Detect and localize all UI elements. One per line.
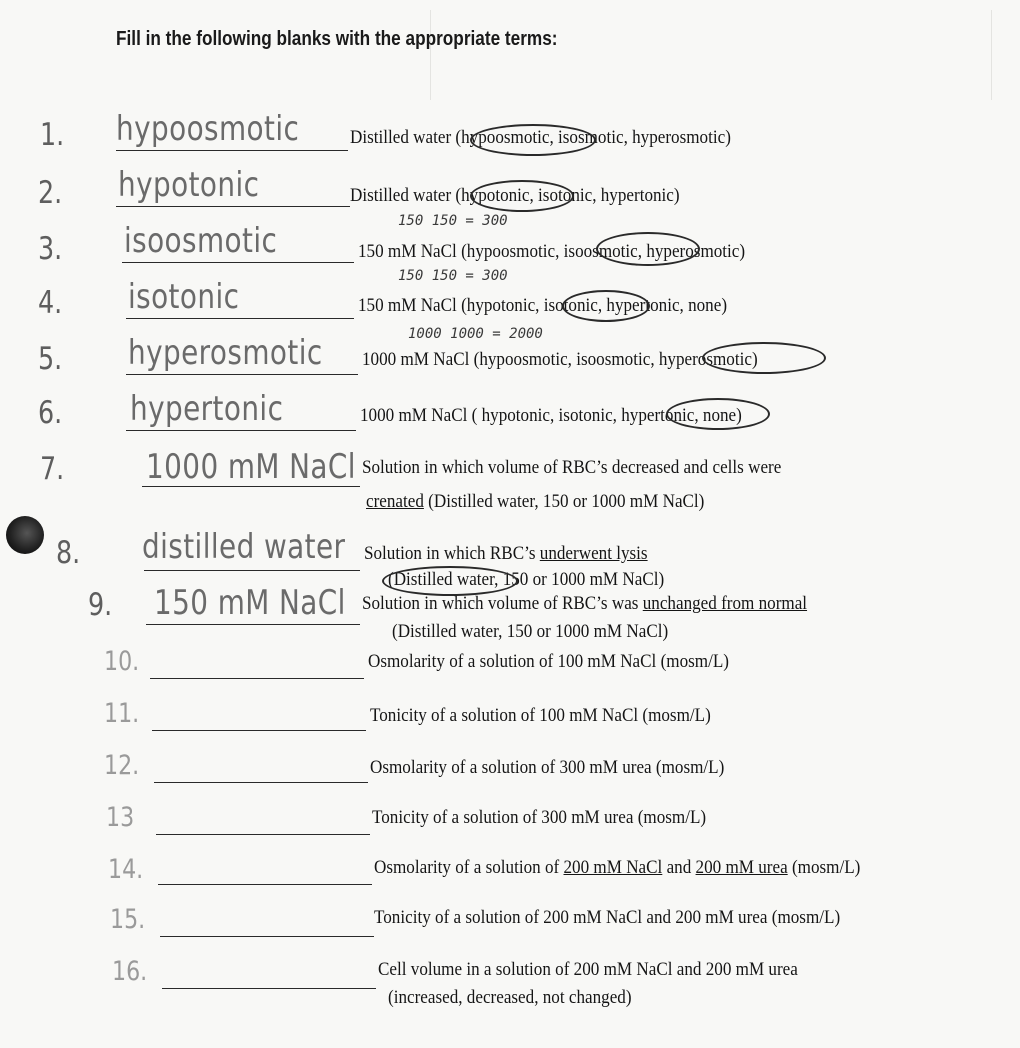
underlined-term: 200 mM NaCl: [563, 857, 663, 878]
circled-choice: [702, 342, 826, 374]
item-number: 11.: [104, 698, 140, 729]
handwritten-answer: hypotonic: [118, 165, 260, 205]
answer-blank[interactable]: [116, 206, 350, 207]
item-number: 16.: [112, 956, 148, 987]
question-text: Cell volume in a solution of 200 mM NaCl and 200 mM urea: [378, 959, 798, 980]
question-mid: and: [662, 857, 696, 878]
item-number: 13: [106, 802, 135, 833]
question-choices: (Distilled water, 150 or 1000 mM NaCl): [423, 491, 705, 512]
item-number: 4.: [38, 285, 63, 321]
question-text: Distilled water (hypoosmotic, isosmotic, hyperosmotic): [350, 127, 731, 148]
answer-blank[interactable]: [126, 318, 354, 319]
handwritten-note: 1000 1000 = 2000: [408, 326, 543, 342]
answer-blank[interactable]: [126, 374, 358, 375]
item-number: 5.: [38, 341, 63, 377]
question-suffix: (mosm/L): [787, 857, 861, 878]
handwritten-answer: distilled water: [142, 527, 346, 567]
answer-blank[interactable]: [154, 782, 368, 783]
answer-blank[interactable]: [162, 988, 376, 989]
question-text: Tonicity of a solution of 300 mM urea (mosm/L): [372, 807, 707, 828]
handwritten-answer: 150 mM NaCl: [154, 583, 346, 623]
answer-blank[interactable]: [126, 430, 356, 431]
item-number: 3.: [38, 231, 63, 267]
item-number: 9.: [88, 587, 113, 623]
answer-blank[interactable]: [122, 262, 354, 263]
item-number: 14.: [108, 854, 144, 885]
question-text: [374, 856, 860, 880]
answer-blank[interactable]: [144, 570, 360, 571]
bleed-through-grid: [430, 10, 992, 100]
answer-blank[interactable]: [156, 834, 370, 835]
item-number: 15.: [110, 904, 146, 935]
handwritten-answer: hypertonic: [130, 389, 284, 429]
item-number: 2.: [38, 175, 63, 211]
item-number: 7.: [40, 451, 65, 487]
item-number: 1.: [40, 117, 65, 153]
question-text: Tonicity of a solution of 200 mM NaCl and 200 mM urea (mosm/L): [374, 907, 841, 928]
question-text: Osmolarity of a solution of 300 mM urea (mosm/L): [370, 757, 725, 778]
answer-blank[interactable]: [158, 884, 372, 885]
question-prefix: Osmolarity of a solution of: [374, 857, 564, 878]
question-text: Distilled water (hypotonic, isotonic, hypertonic): [350, 185, 680, 206]
question-text: [364, 542, 648, 566]
binder-hole: [6, 516, 44, 554]
question-text: Osmolarity of a solution of 100 mM NaCl (mosm/L): [368, 651, 729, 672]
item-number: 10.: [104, 646, 140, 677]
question-text-line2: [366, 490, 704, 514]
page-title: Fill in the following blanks with the appropriate terms:: [116, 28, 558, 50]
answer-blank[interactable]: [160, 936, 374, 937]
question-text: Solution in which volume of RBC’s decreased and cells were: [362, 457, 782, 478]
handwritten-answer: isoosmotic: [124, 221, 278, 261]
handwritten-answer: 1000 mM NaCl: [146, 447, 356, 487]
circled-choice: [666, 398, 770, 430]
handwritten-note: 150 150 = 300: [398, 213, 508, 229]
underlined-term: 200 mM urea: [695, 857, 788, 878]
circled-choice: [562, 290, 650, 322]
question-text: Tonicity of a solution of 100 mM NaCl (mosm/L): [370, 705, 711, 726]
question-prefix: Solution in which volume of RBC’s was: [362, 593, 643, 614]
underlined-term: underwent lysis: [539, 543, 648, 564]
answer-blank[interactable]: [116, 150, 348, 151]
item-number: 8.: [56, 535, 81, 571]
question-text: 150 mM NaCl (hypoosmotic, isoosmotic, hyperosmotic): [358, 241, 746, 262]
underlined-term: unchanged from normal: [642, 593, 808, 614]
handwritten-answer: hypoosmotic: [116, 109, 300, 149]
answer-blank[interactable]: [152, 730, 366, 731]
question-text: 150 mM NaCl (hypotonic, isotonic, hypertonic, none): [358, 295, 728, 316]
question-text: 1000 mM NaCl (hypoosmotic, isoosmotic, hyperosmotic): [362, 349, 758, 370]
question-choices: (Distilled water, 150 or 1000 mM NaCl): [388, 569, 665, 590]
question-text: 1000 mM NaCl ( hypotonic, isotonic, hypertonic, none): [360, 405, 742, 426]
question-prefix: Solution in which RBC’s: [364, 543, 540, 564]
item-number: 6.: [38, 395, 63, 431]
question-text: [362, 592, 807, 616]
answer-blank[interactable]: [142, 486, 360, 487]
handwritten-answer: hyperosmotic: [128, 333, 323, 373]
question-choices: (Distilled water, 150 or 1000 mM NaCl): [392, 621, 669, 642]
answer-blank[interactable]: [146, 624, 360, 625]
item-number: 12.: [104, 750, 140, 781]
question-choices: (increased, decreased, not changed): [388, 987, 632, 1008]
handwritten-note: 150 150 = 300: [398, 268, 508, 284]
circled-choice: [470, 180, 574, 212]
answer-blank[interactable]: [150, 678, 364, 679]
circled-choice: [470, 124, 596, 156]
circled-choice: [596, 232, 700, 266]
underlined-term: crenated: [366, 491, 424, 512]
handwritten-answer: isotonic: [128, 277, 240, 317]
